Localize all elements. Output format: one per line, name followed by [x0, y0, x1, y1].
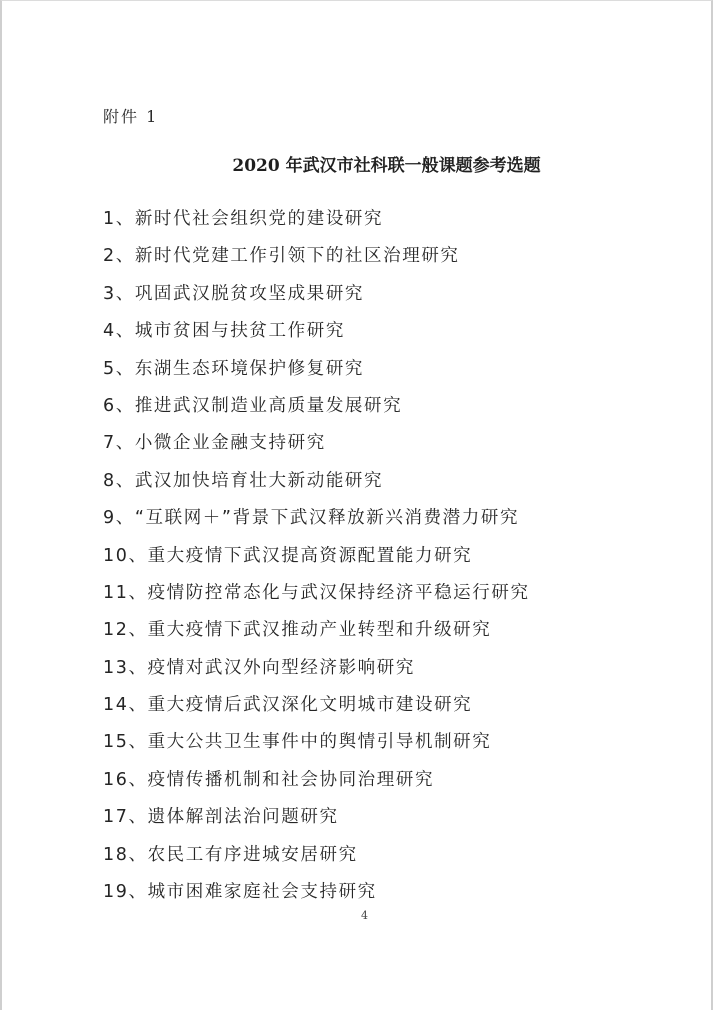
page-number: 4 — [361, 909, 368, 922]
topic-item: 18、农民工有序进城安居研究 — [103, 844, 358, 865]
topic-item: 1、新时代社会组织党的建设研究 — [103, 209, 384, 229]
topic-item: 16、疫情传播机制和社会协同治理研究 — [103, 769, 435, 790]
topic-item: 14、重大疫情后武汉深化文明城市建设研究 — [103, 695, 473, 716]
topic-item: 12、重大疫情下武汉推动产业转型和升级研究 — [103, 620, 492, 641]
topic-item: 4、城市贫困与扶贫工作研究 — [103, 321, 345, 342]
topic-list — [103, 201, 530, 911]
topic-item: 9、“互联网＋”背景下武汉释放新兴消费潜力研究 — [103, 508, 520, 529]
topic-item: 2、新时代党建工作引领下的社区治理研究 — [103, 246, 460, 267]
topic-item: 11、疫情防控常态化与武汉保持经济平稳运行研究 — [103, 582, 530, 603]
topic-item: 17、遗体解剖法治问题研究 — [103, 807, 339, 828]
topic-item: 3、巩固武汉脱贫攻坚成果研究 — [103, 283, 365, 304]
attachment-label: 附件 1 — [103, 107, 159, 126]
topic-item: 19、城市困难家庭社会支持研究 — [103, 882, 377, 903]
topic-item: 8、武汉加快培育壮大新动能研究 — [103, 470, 384, 491]
topic-item: 6、推进武汉制造业高质量发展研究 — [103, 395, 403, 416]
topic-item: 7、小微企业金融支持研究 — [103, 433, 326, 454]
topic-item: 13、疫情对武汉外向型经济影响研究 — [103, 657, 415, 678]
topic-item: 10、重大疫情下武汉提高资源配置能力研究 — [103, 545, 473, 566]
document-title: 2020 年武汉市社科联一般课题参考选题 — [232, 156, 541, 176]
topic-item: 5、东湖生态环境保护修复研究 — [103, 358, 365, 379]
topic-item: 15、重大公共卫生事件中的舆情引导机制研究 — [103, 732, 492, 753]
